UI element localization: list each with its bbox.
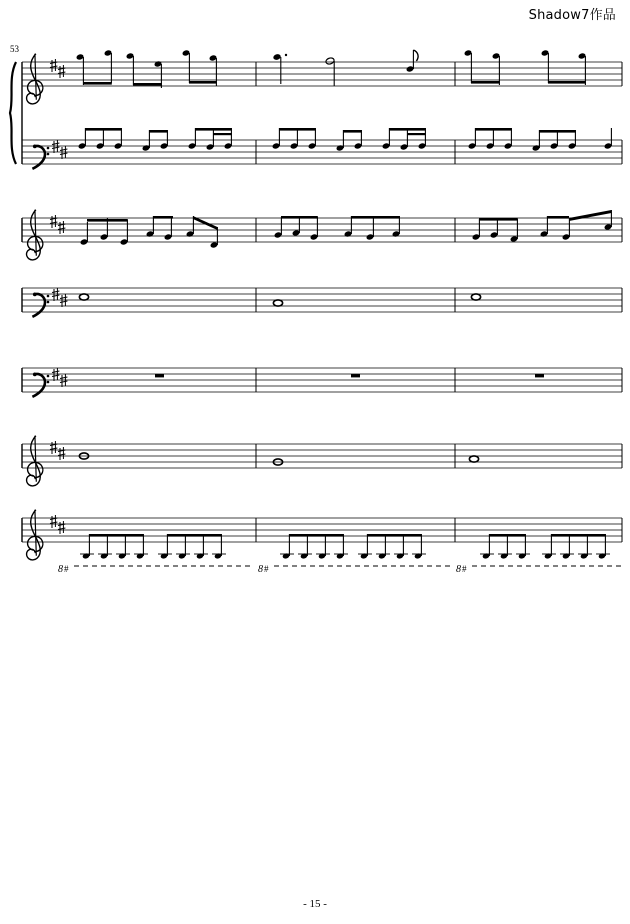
note: [78, 128, 86, 150]
staff-6-lines: [22, 518, 622, 542]
note: [188, 128, 196, 150]
note: [146, 216, 154, 238]
note: [366, 217, 374, 241]
whole-rest: [155, 374, 164, 377]
note: [96, 128, 104, 150]
bass-clef: [32, 293, 49, 317]
svg-text:8: 8: [456, 564, 461, 575]
note: [394, 534, 408, 559]
note: [406, 50, 418, 73]
key-signature-bass-3: [52, 288, 67, 307]
header-credit: Shadow7作品: [528, 8, 616, 23]
note: [104, 49, 112, 83]
note: [486, 128, 494, 150]
whole-note: [79, 294, 88, 300]
note: [382, 128, 390, 150]
treble-clef: [27, 54, 43, 104]
note: [308, 128, 316, 150]
note: [562, 218, 570, 241]
system-3: [22, 288, 622, 317]
treble-clef: [27, 510, 43, 560]
key-signature-bass-1: [52, 140, 67, 159]
note: [212, 534, 226, 559]
note: [358, 534, 372, 559]
note: [376, 534, 390, 559]
whole-rest: [535, 374, 544, 377]
staff-4-lines: [22, 368, 622, 392]
note: [142, 130, 150, 152]
note: [280, 534, 294, 559]
whole-note: [471, 294, 480, 300]
staff-5-notes: [79, 453, 478, 465]
note: [532, 130, 540, 152]
octave-marking-8vb-3: [456, 564, 467, 575]
staff-1-bass-lines: [22, 140, 622, 164]
note: [604, 128, 612, 150]
note: [186, 216, 194, 238]
note: [596, 534, 610, 559]
note: [412, 534, 426, 559]
note: [194, 534, 208, 559]
staff-2-notes: [80, 210, 612, 249]
note: [316, 534, 330, 559]
note: [542, 534, 556, 559]
note: [292, 217, 300, 237]
staff-3-lines: [22, 288, 622, 312]
svg-text:#: #: [462, 564, 467, 574]
page-number: - 15 -: [303, 898, 327, 910]
treble-clef: [27, 210, 43, 260]
note: [510, 219, 518, 243]
note: [336, 130, 344, 152]
note: [182, 49, 190, 83]
note: [206, 128, 214, 151]
whole-note: [469, 456, 478, 462]
system-4: [22, 368, 622, 397]
note: [325, 57, 335, 86]
svg-text:8: 8: [258, 564, 263, 575]
note: [344, 216, 352, 238]
note: [480, 534, 494, 559]
note: [540, 216, 548, 238]
staff-1-treble-notes: [76, 49, 586, 88]
note: [158, 534, 172, 559]
note: [273, 53, 288, 84]
note: [578, 534, 592, 559]
svg-text:#: #: [264, 564, 269, 574]
svg-text:8: 8: [58, 564, 63, 575]
note: [98, 534, 112, 559]
note: [392, 216, 400, 238]
system-5: [22, 436, 622, 486]
system-2: [22, 210, 622, 260]
octave-marking-8vb-2: [258, 564, 269, 575]
note: [560, 534, 574, 559]
note: [418, 128, 426, 150]
note: [468, 128, 476, 150]
note: [400, 128, 408, 151]
octave-marking-8vb-1: [58, 564, 69, 575]
note: [274, 217, 282, 239]
note: [164, 218, 172, 241]
svg-text:#: #: [64, 564, 69, 574]
staff-4-rests: [155, 374, 544, 377]
note: [80, 222, 88, 246]
note: [504, 128, 512, 150]
staff-5-lines: [22, 444, 622, 468]
key-signature-bass-4: [52, 368, 67, 387]
treble-clef: [27, 436, 43, 486]
note: [516, 534, 530, 559]
note: [334, 534, 348, 559]
note: [80, 534, 94, 559]
note: [114, 128, 122, 150]
bass-clef: [32, 373, 49, 397]
system-1: [10, 49, 622, 168]
bass-clef: [32, 145, 49, 169]
note: [498, 534, 512, 559]
note: [290, 128, 298, 150]
note: [490, 219, 498, 239]
note: [224, 128, 232, 150]
grand-staff-brace: [10, 62, 16, 164]
note: [464, 49, 472, 83]
note: [310, 217, 318, 241]
measure-number: 53: [10, 44, 19, 54]
system-6: [22, 510, 622, 575]
note: [298, 534, 312, 559]
note: [134, 534, 148, 559]
whole-rest: [351, 374, 360, 377]
note: [176, 534, 190, 559]
staff-6-notes: [80, 534, 610, 559]
staff-1-treble-lines: [22, 62, 622, 86]
note: [541, 49, 549, 83]
note: [116, 534, 130, 559]
note: [272, 128, 280, 150]
whole-note: [273, 300, 282, 306]
